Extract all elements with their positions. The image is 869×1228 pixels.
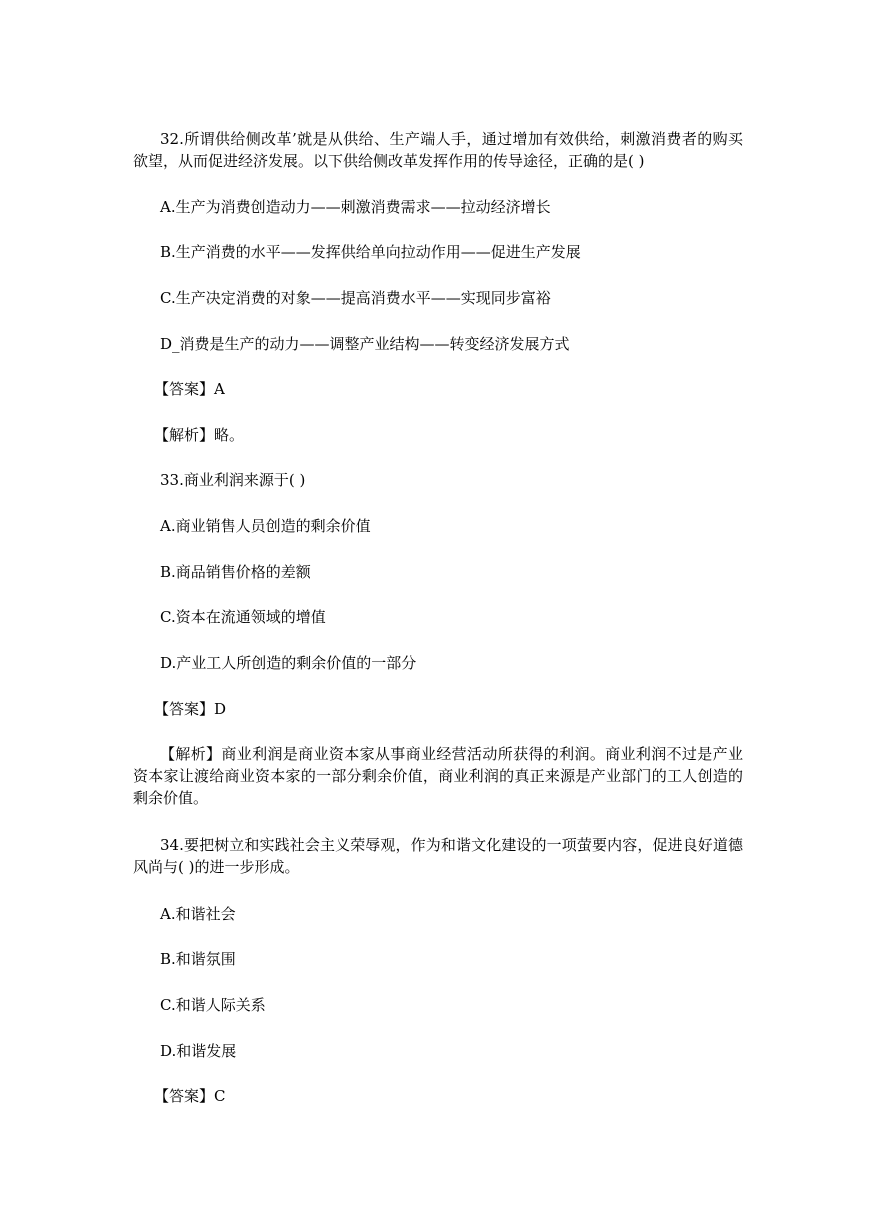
question-32-analysis: 【解析】略。 (154, 426, 245, 444)
question-33-option-d: D.产业工人所创造的剩余价值的一部分 (160, 654, 417, 672)
question-34-option-a: A.和谐社会 (160, 905, 236, 923)
question-34-option-b: B.和谐氛围 (160, 950, 236, 968)
question-33-option-a: A.商业销售人员创造的剩余价值 (160, 517, 371, 535)
question-34-option-d: D.和谐发展 (160, 1042, 237, 1060)
question-33-option-b: B.商品销售价格的差额 (160, 563, 311, 581)
question-34-stem: 34.要把树立和实践社会主义荣辱观，作为和谐文化建设的一项萤要内容，促进良好道德风尚与( )的进一步形成。 (133, 836, 743, 876)
question-32-option-d: D_消费是生产的动力——调整产业结构——转变经济发展方式 (160, 335, 570, 353)
question-32-stem: 32.所谓供给侧改革’就是从供给、生产端人手，通过增加有效供给，刺激消费者的购买欲望，从而促进经济发展。以下供给侧改革发挥作用的传导途径，正确的是( ) (133, 130, 743, 170)
question-34-answer: 【答案】C (154, 1087, 226, 1105)
question-32-option-a: A.生产为消费创造动力——刺激消费需求——拉动经济增长 (160, 198, 551, 216)
question-32-answer: 【答案】A (154, 380, 225, 398)
question-32-option-b: B.生产消费的水平——发挥供给单向拉动作用——促进生产发展 (160, 243, 581, 261)
question-33-analysis: 【解析】商业利润是商业资本家从事商业经营活动所获得的利润。商业利润不过是产业资本家让渡给商业资本家的一部分剩余价值，商业利润的真正来源是产业部门的工人创造的剩余价值。 (133, 745, 743, 807)
question-33-option-c: C.资本在流通领域的增值 (160, 608, 326, 626)
question-33-stem: 33.商业利润来源于( ) (160, 471, 306, 489)
question-32-option-c: C.生产决定消费的对象——提高消费水平——实现同步富裕 (160, 289, 551, 307)
question-34-option-c: C.和谐人际关系 (160, 996, 266, 1014)
question-33-answer: 【答案】D (154, 700, 227, 718)
